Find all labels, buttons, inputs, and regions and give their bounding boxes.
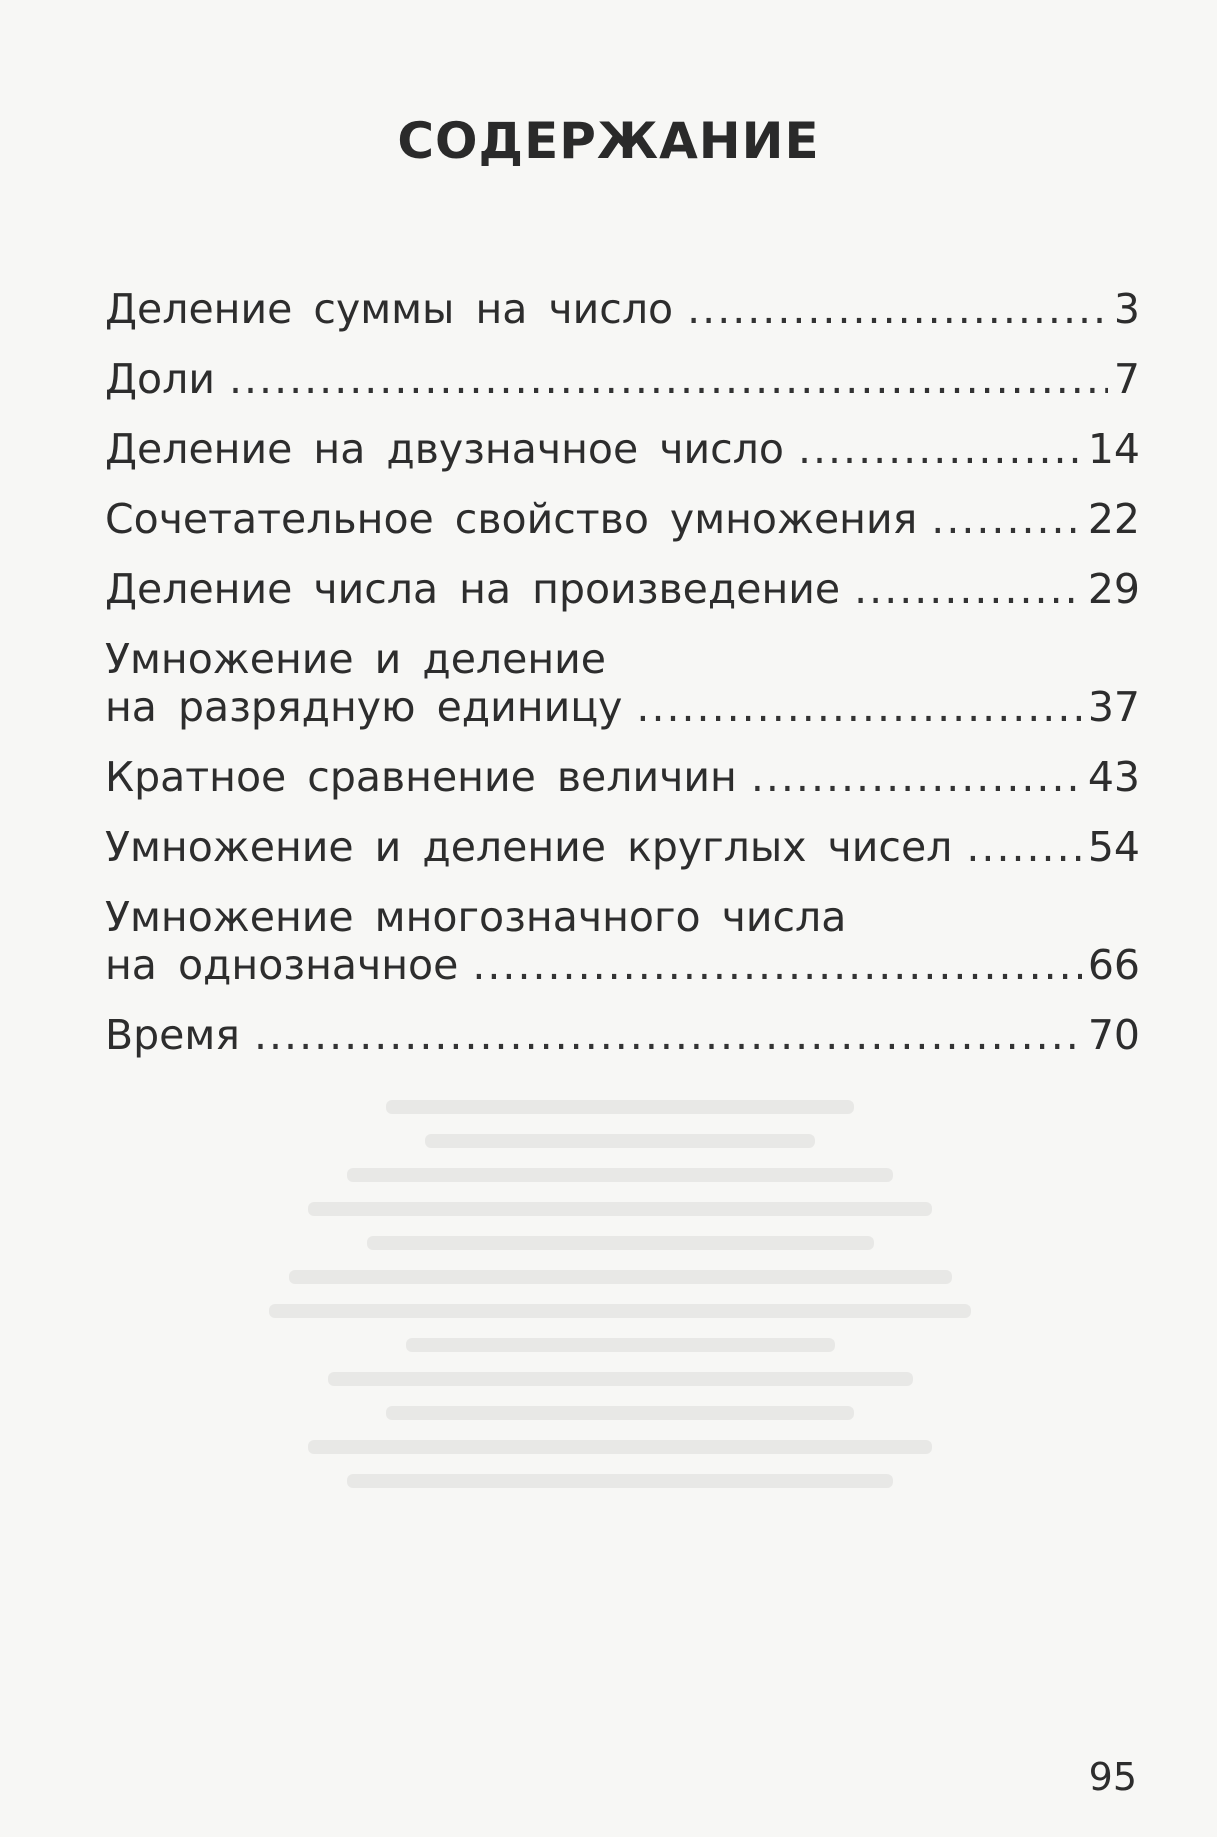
- toc-entry: [105, 425, 1140, 473]
- toc-entry: [105, 893, 1140, 989]
- toc-entry-page: 14: [1087, 425, 1140, 473]
- toc-leader-dots: [254, 1011, 1082, 1059]
- toc-entry-page: 54: [1087, 823, 1140, 871]
- toc-entry-page: 3: [1113, 285, 1140, 333]
- toc-leader-dots: [966, 823, 1081, 871]
- toc-entry-page: 70: [1087, 1011, 1140, 1059]
- toc-entry: [105, 753, 1140, 801]
- toc-leader-dots: [931, 495, 1082, 543]
- page-number: 95: [1088, 1755, 1137, 1799]
- show-through-texture: [230, 1080, 1010, 1680]
- toc-leader-dots: [854, 565, 1082, 613]
- toc-entry-label: на однозначное: [105, 941, 459, 989]
- toc-leader-dots: [472, 941, 1081, 989]
- toc-entry: [105, 285, 1140, 333]
- toc-entry-label: Сочетательное свойство умножения: [105, 495, 918, 543]
- toc-entry-page: 29: [1087, 565, 1140, 613]
- toc-entry-label: Время: [105, 1011, 240, 1059]
- toc-entry-page: 22: [1087, 495, 1140, 543]
- toc-entry-label-line1: Умножение многозначного числа: [105, 893, 847, 941]
- toc-entry: [105, 495, 1140, 543]
- toc-leader-dots: [229, 355, 1108, 403]
- toc-entry-label: Кратное сравнение величин: [105, 753, 737, 801]
- toc-entry-page: 37: [1087, 683, 1140, 731]
- toc-entry-page: 66: [1087, 941, 1140, 989]
- toc-entry-label: Деление на двузначное число: [105, 425, 784, 473]
- toc-entry-label-line1: Умножение и деление: [105, 635, 607, 683]
- toc-entry: [105, 355, 1140, 403]
- toc-entry-label: Деление числа на произведение: [105, 565, 841, 613]
- toc-leader-dots: [798, 425, 1082, 473]
- toc-entry: [105, 565, 1140, 613]
- toc-entry-label: на разрядную единицу: [105, 683, 623, 731]
- toc-entry-label: Умножение и деление круглых чисел: [105, 823, 953, 871]
- toc-entry-page: 43: [1087, 753, 1140, 801]
- table-of-contents: [105, 285, 1140, 1081]
- toc-leader-dots: [751, 753, 1082, 801]
- toc-entry-page: 7: [1113, 355, 1140, 403]
- toc-leader-dots: [687, 285, 1108, 333]
- toc-entry-label: Деление суммы на число: [105, 285, 674, 333]
- toc-entry-label: Доли: [105, 355, 215, 403]
- toc-leader-dots: [636, 683, 1081, 731]
- toc-entry: [105, 1011, 1140, 1059]
- toc-entry: [105, 823, 1140, 871]
- toc-entry: [105, 635, 1140, 731]
- page-title: СОДЕРЖАНИЕ: [397, 112, 820, 170]
